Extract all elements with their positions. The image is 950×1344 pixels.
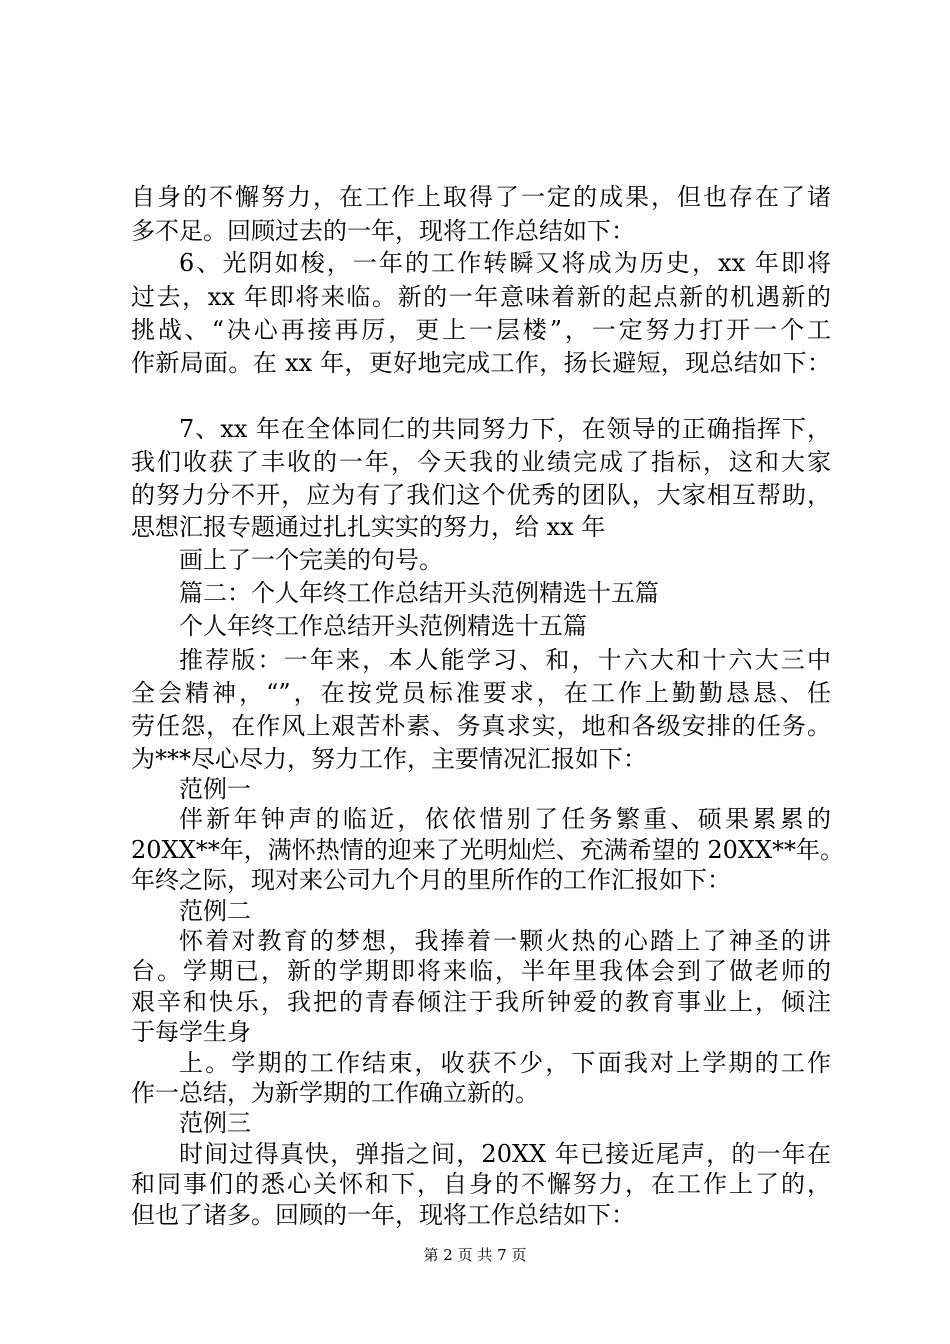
body-text-line: 作新局面。在 xx 年，更好地完成工作，扬长避短，现总结如下： bbox=[131, 349, 831, 377]
body-text-line: 全会精神，“”，在按党员标准要求，在工作上勤勤恳恳、任 bbox=[131, 679, 831, 707]
example-heading-3: 范例三 bbox=[179, 1109, 251, 1137]
body-text-line: 挑战、“决心再接再厉，更上一层楼”，一定努力打开一个工 bbox=[131, 316, 831, 344]
body-text-line: 画上了一个完美的句号。 bbox=[179, 546, 443, 574]
body-text-line: 艰辛和快乐，我把的青春倾注于我所钟爱的教育事业上，倾注 bbox=[131, 988, 831, 1016]
body-text-line: 年终之际，现对来公司九个月的里所作的工作汇报如下： bbox=[131, 866, 731, 894]
example-3-start: 时间过得真快，弹指之间，20XX 年已接近尾声，的一年在 bbox=[179, 1140, 831, 1168]
body-text-line: 劳任怨，在作风上艰苦朴素、务真求实，地和各级安排的任务。 bbox=[131, 712, 831, 740]
section-subheading: 个人年终工作总结开头范例精选十五篇 bbox=[179, 612, 587, 640]
body-text-line: 自身的不懈努力，在工作上取得了一定的成果，但也存在了诸 bbox=[131, 183, 831, 211]
body-text-line: 于每学生身 bbox=[131, 1018, 251, 1046]
body-text-line: 和同事们的悉心关怀和下，自身的不懈努力，在工作上了的， bbox=[131, 1170, 831, 1198]
section-heading: 篇二：个人年终工作总结开头范例精选十五篇 bbox=[179, 579, 659, 607]
body-text-line: 上。学期的工作结束，收获不少，下面我对上学期的工作 bbox=[179, 1049, 831, 1077]
body-text-line: 20XX**年，满怀热情的迎来了光明灿烂、充满希望的 20XX**年。 bbox=[131, 836, 845, 864]
body-text-line: 思想汇报专题通过扎扎实实的努力，给 xx 年 bbox=[131, 513, 606, 541]
recommended-paragraph-start: 推荐版：一年来，本人能学习、和，十六大和十六大三中 bbox=[179, 646, 831, 674]
body-text-line: 为***尽心尽力，努力工作，主要情况汇报如下： bbox=[131, 745, 647, 773]
example-heading-2: 范例二 bbox=[179, 897, 251, 925]
example-heading-1: 范例一 bbox=[179, 775, 251, 803]
example-1-start: 伴新年钟声的临近，依依惜别了任务繁重、硕果累累的 bbox=[179, 805, 831, 833]
body-text-line: 多不足。回顾过去的一年，现将工作总结如下： bbox=[131, 217, 635, 245]
body-text-line: 我们收获了丰收的一年，今天我的业绩完成了指标，这和大家 bbox=[131, 448, 831, 476]
body-text-line: 但也了诸多。回顾的一年，现将工作总结如下： bbox=[131, 1201, 635, 1229]
example-2-start: 怀着对教育的梦想，我捧着一颗火热的心踏上了神圣的讲 bbox=[179, 927, 831, 955]
paragraph-6-start: 6、光阴如梭，一年的工作转瞬又将成为历史，xx 年即将 bbox=[179, 249, 831, 277]
body-text-line: 台。学期已，新的学期即将来临，半年里我体会到了做老师的 bbox=[131, 957, 831, 985]
body-text-line: 过去，xx 年即将来临。新的一年意味着新的起点新的机遇新的 bbox=[131, 283, 831, 311]
page-footer: 第 2 页 共 7 页 bbox=[423, 1246, 527, 1264]
body-text-line: 作一总结，为新学期的工作确立新的。 bbox=[131, 1079, 539, 1107]
paragraph-7-start: 7、xx 年在全体同仁的共同努力下，在领导的正确指挥下， bbox=[179, 415, 831, 443]
body-text-line: 的努力分不开，应为有了我们这个优秀的团队，大家相互帮助， bbox=[131, 481, 831, 509]
